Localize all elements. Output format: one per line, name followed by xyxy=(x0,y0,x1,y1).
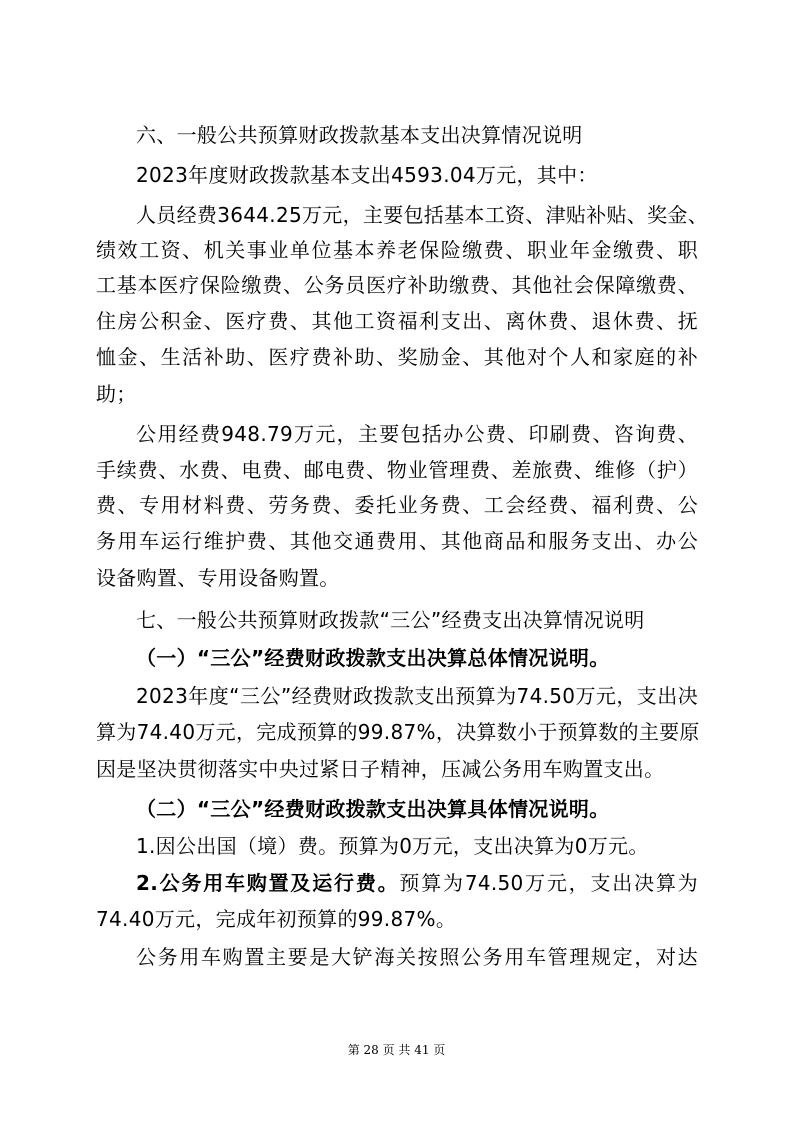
paragraph-line: 74.40万元，完成年初预算的99.87%。 xyxy=(96,907,457,931)
paragraph-line: 住房公积金、医疗费、其他工资福利支出、离休费、退休费、抚 xyxy=(96,309,698,333)
paragraph-line: 设备购置、专用设备购置。 xyxy=(96,566,340,590)
section-heading-7: 七、一般公共预算财政拨款“三公”经费支出决算情况说明 xyxy=(136,608,645,632)
paragraph-line: 算为74.40万元，完成预算的99.87%，决算数小于预算数的主要原 xyxy=(96,720,700,744)
paragraph-line: 工基本医疗保险缴费、公务员医疗补助缴费、其他社会保障缴费、 xyxy=(96,273,698,297)
paragraph-line: 务用车运行维护费、其他交通费用、其他商品和服务支出、办公 xyxy=(96,529,698,553)
paragraph-line xyxy=(136,869,698,897)
paragraph-line: 2023年度财政拨款基本支出4593.04万元，其中： xyxy=(136,163,598,187)
paragraph-line: 绩效工资、机关事业单位基本养老保险缴费、职业年金缴费、职 xyxy=(96,238,698,262)
paragraph-line: 1.因公出国（境）费。预算为0万元，支出决算为0万元。 xyxy=(136,834,649,858)
subsection-heading-1: （一）“三公”经费财政拨款支出决算总体情况说明。 xyxy=(136,646,610,670)
page-footer: 第 28 页 共 41 页 xyxy=(347,1043,446,1057)
section-heading-6: 六、一般公共预算财政拨款基本支出决算情况说明 xyxy=(136,123,583,147)
subsection-heading-2: （二）“三公”经费财政拨款支出决算具体情况说明。 xyxy=(136,797,610,821)
paragraph-line: 2023年度“三公”经费财政拨款支出预算为74.50万元，支出决 xyxy=(136,684,698,708)
paragraph-line: 恤金、生活补助、医疗费补助、奖励金、其他对个人和家庭的补 xyxy=(96,345,698,369)
paragraph-line: 手续费、水费、电费、邮电费、物业管理费、差旅费、维修（护） xyxy=(96,458,698,482)
paragraph-line: 因是坚决贯彻落实中央过紧日子精神，压减公务用车购置支出。 xyxy=(96,757,665,781)
item-rest: 预算为74.50万元，支出决算为 xyxy=(399,871,698,895)
paragraph-line: 公用经费948.79万元，主要包括办公费、印刷费、咨询费、 xyxy=(136,422,698,446)
paragraph-line: 公务用车购置主要是大铲海关按照公务用车管理规定，对达 xyxy=(136,945,698,969)
paragraph-line: 费、专用材料费、劳务费、委托业务费、工会经费、福利费、公 xyxy=(96,493,698,517)
paragraph-line: 助； xyxy=(96,382,137,406)
paragraph-line: 人员经费3644.25万元，主要包括基本工资、津贴补贴、奖金、 xyxy=(136,203,709,227)
item-lead: 2.公务用车购置及运行费。 xyxy=(136,871,400,895)
